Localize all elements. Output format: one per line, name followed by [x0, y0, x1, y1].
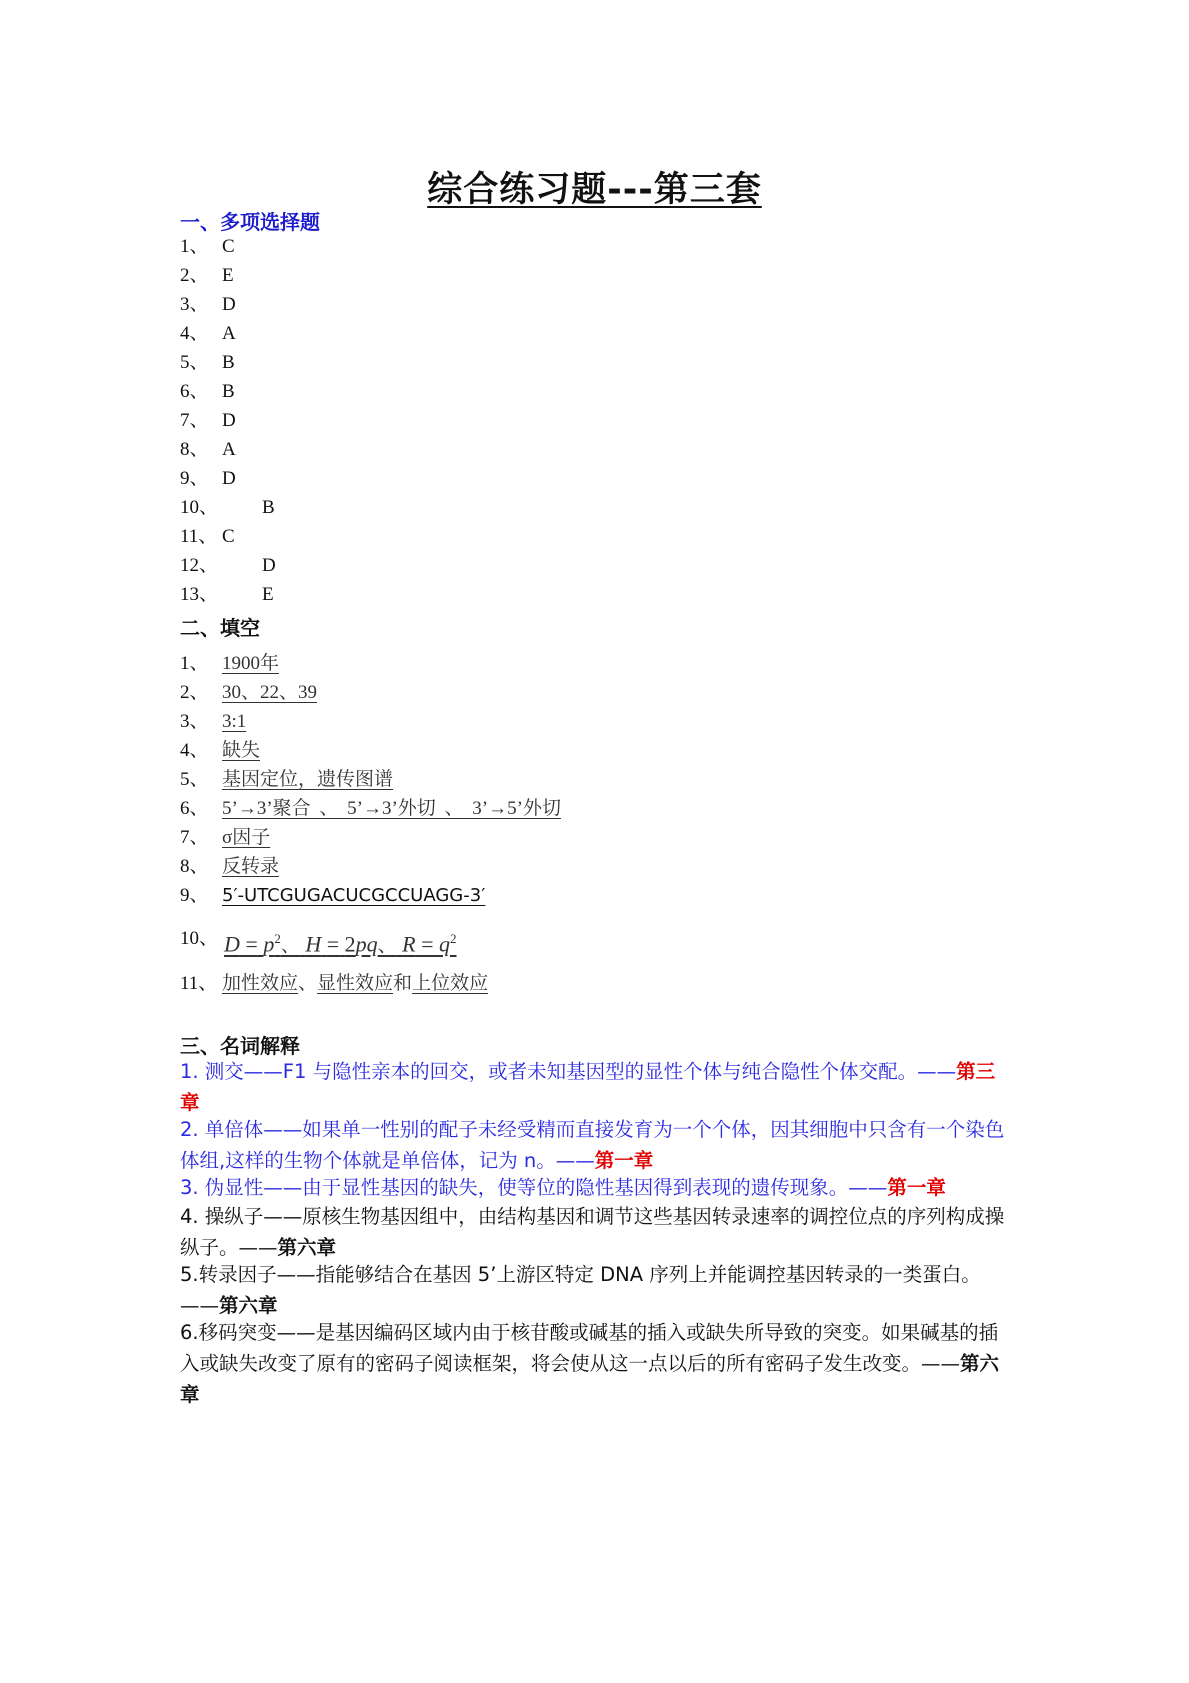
mc-item: 4、 A [180, 323, 236, 344]
fill-item: 7、 σ因子 [180, 827, 271, 848]
mc-item: 11、 C [180, 526, 235, 547]
mc-item: 13、 E [180, 584, 274, 605]
fill-item-formula: 10、 $D = p^2$、 H = 2pq、 $R = q^2$ [180, 922, 218, 956]
mc-item: 12、 D [180, 555, 276, 576]
section3-heading: 三、名词解释 [180, 1034, 300, 1058]
definition-item: 5.转录因子——指能够结合在基因 5’上游区特定 DNA 序列上并能调控基因转录的一类蛋白。——第六章 [180, 1263, 981, 1317]
page-title: 综合练习题---第三套 [427, 170, 762, 210]
mc-item: 1、 C [180, 236, 235, 257]
section1-heading: 一、多项选择题 [180, 210, 320, 234]
fill-item: 9、 5′-UTCGUGACUCGCCUAGG-3′ [180, 885, 486, 906]
mc-item: 6、 B [180, 381, 235, 402]
fill-item: 3、 3:1 [180, 711, 247, 732]
mc-item: 7、 D [180, 410, 236, 431]
section2-heading: 二、填空 [180, 616, 260, 640]
mc-item: 10、 B [180, 497, 275, 518]
definition-item: 1. 测交——F1 与隐性亲本的回交，或者未知基因型的显性个体与纯合隐性个体交配。——第三章 [180, 1060, 996, 1114]
fill-item: 6、 5’→3’聚合 、 5’→3’外切 、 3’→5’外切 [180, 798, 561, 819]
mc-item: 5、 B [180, 352, 235, 373]
fill-item: 5、 基因定位，遗传图谱 [180, 769, 394, 790]
mc-item: 3、 D [180, 294, 236, 315]
mc-item: 8、 A [180, 439, 236, 460]
definition-item: 3. 伪显性——由于显性基因的缺失，使等位的隐性基因得到表现的遗传现象。——第一章 [180, 1176, 946, 1199]
fill-item: 4、 缺失 [180, 740, 261, 761]
mc-item: 9、 D [180, 468, 236, 489]
hardy-weinberg-formula: $D = p^2$、 H = 2pq、 $R = q^2$ [224, 931, 457, 957]
fill-item: 2、 30、22、39 [180, 682, 318, 703]
definition-item: 2. 单倍体——如果单一性别的配子未经受精而直接发育为一个个体，因其细胞中只含有一个染色体组,这样的生物个体就是单倍体，记为 n。——第一章 [180, 1118, 1005, 1172]
fill-item: 1、 1900年 [180, 653, 280, 674]
mc-item: 2、 E [180, 265, 234, 286]
fill-item: 8、 反转录 [180, 856, 280, 877]
fill-item: 11、 加性效应、显性效应和上位效应 [180, 973, 489, 994]
definition-item: 4. 操纵子——原核生物基因组中，由结构基因和调节这些基因转录速率的调控位点的序列构成操纵子。——第六章 [180, 1205, 1005, 1259]
definition-item: 6.移码突变——是基因编码区域内由于核苷酸或碱基的插入或缺失所导致的突变。如果碱基的插入或缺失改变了原有的密码子阅读框架，将会使从这一点以后的所有密码子发生改变。——第六章 [180, 1321, 1000, 1406]
